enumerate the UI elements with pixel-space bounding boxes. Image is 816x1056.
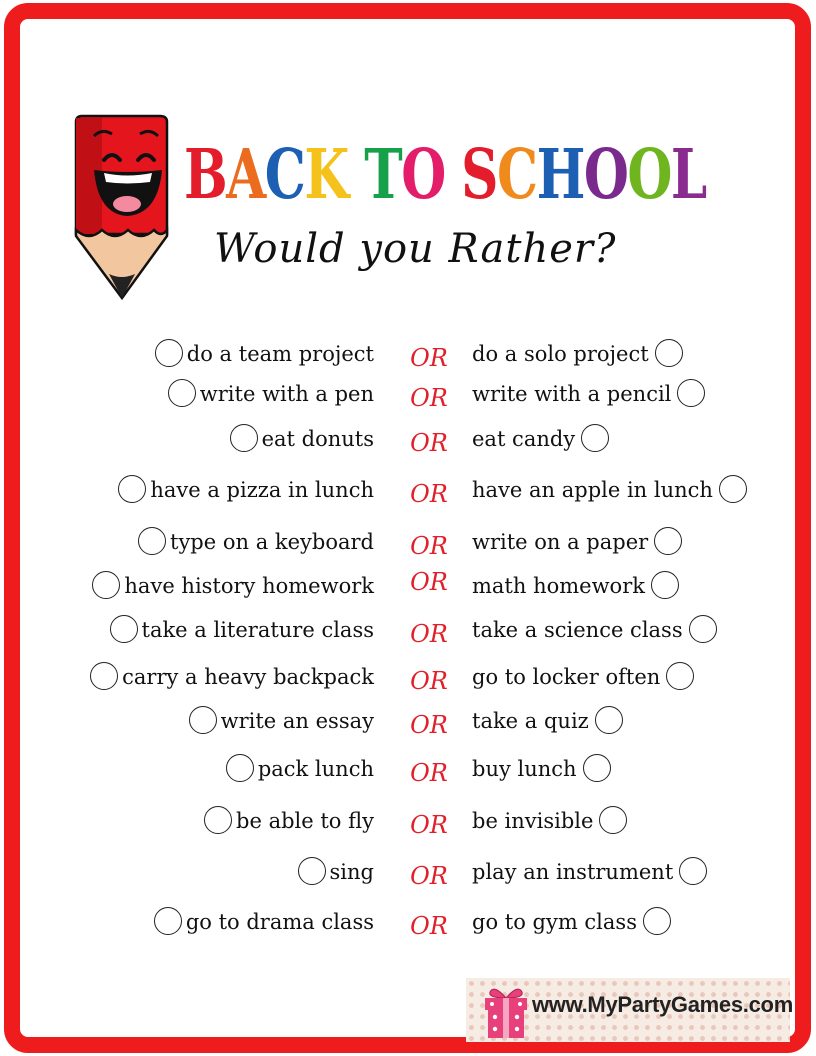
title-letter: B [184,135,227,215]
question-row [0,376,816,412]
question-row [0,659,816,695]
left-choice-checkbox[interactable] [155,339,183,367]
right-choice-checkbox[interactable] [679,857,707,885]
left-choice-checkbox[interactable] [204,806,232,834]
left-choice-checkbox[interactable] [230,424,258,452]
question-row [0,904,816,940]
or-label: OR [410,912,448,940]
question-row [0,336,816,372]
left-choice-checkbox[interactable] [168,379,196,407]
left-option-label: carry a heavy backpack [122,665,374,689]
title-letter: S [461,135,497,215]
or-label: OR [410,480,448,508]
right-choice-checkbox[interactable] [655,339,683,367]
question-row [0,612,816,648]
right-choice-checkbox[interactable] [689,615,717,643]
title-letter: H [536,135,584,215]
footer-banner [466,978,793,1042]
or-label: OR [410,429,448,457]
title-letter: A [226,135,265,215]
left-choice-checkbox[interactable] [298,857,326,885]
question-row [0,703,816,739]
title-letter: L [670,135,706,215]
right-choice-checkbox[interactable] [581,424,609,452]
right-option-label: buy lunch [472,757,577,781]
right-option-label: go to gym class [472,910,637,934]
question-row [0,803,816,839]
right-option-label: eat candy [472,427,576,451]
or-label: OR [410,667,448,695]
right-choice-checkbox[interactable] [677,379,705,407]
page-title [184,135,706,215]
left-option-label: eat donuts [261,427,374,451]
or-label: OR [410,620,448,648]
smiling-pencil-icon [72,112,172,302]
right-choice-checkbox[interactable] [583,754,611,782]
or-label: OR [410,862,448,890]
left-choice-checkbox[interactable] [138,527,166,555]
or-label: OR [410,759,448,787]
title-letter: T [364,135,402,215]
left-choice-checkbox[interactable] [110,615,138,643]
or-label: OR [410,568,448,596]
or-label: OR [410,711,448,739]
left-option-label: do a team project [186,342,374,366]
question-row [0,854,816,890]
or-label: OR [410,384,448,412]
right-choice-checkbox[interactable] [595,706,623,734]
title-letter: O [401,135,445,215]
right-option-label: take a quiz [472,709,589,733]
right-choice-checkbox[interactable] [666,662,694,690]
title-letter: O [583,135,628,215]
left-option-label: pack lunch [257,757,374,781]
left-option-label: sing [329,860,374,884]
title-letter: K [304,135,348,215]
right-option-label: go to locker often [472,665,661,689]
right-choice-checkbox[interactable] [599,806,627,834]
gift-box-icon [480,984,532,1040]
right-option-label: play an instrument [472,860,674,884]
right-option-label: have an apple in lunch [472,478,713,502]
question-row [0,751,816,787]
question-row [0,472,816,508]
title-letter: C [264,135,305,215]
right-option-label: write on a paper [472,530,649,554]
title-letter [348,135,364,215]
or-label: OR [410,811,448,839]
right-option-label: math homework [472,574,645,598]
title-letter: O [627,135,671,215]
question-row [0,421,816,457]
left-option-label: write with a pen [199,382,374,406]
question-row [0,568,816,604]
left-choice-checkbox[interactable] [226,754,254,782]
right-choice-checkbox[interactable] [654,527,682,555]
title-letter [445,135,461,215]
left-choice-checkbox[interactable] [92,571,120,599]
right-choice-checkbox[interactable] [719,475,747,503]
right-option-label: do a solo project [472,342,649,366]
website-url[interactable]: www.MyPartyGames.com [532,992,793,1017]
left-option-label: be able to fly [236,809,374,833]
left-choice-checkbox[interactable] [189,706,217,734]
right-choice-checkbox[interactable] [643,907,671,935]
right-option-label: be invisible [472,809,594,833]
left-option-label: have history homework [124,574,374,598]
left-choice-checkbox[interactable] [90,662,118,690]
left-choice-checkbox[interactable] [154,907,182,935]
left-option-label: take a literature class [141,618,374,642]
right-option-label: take a science class [472,618,683,642]
right-choice-checkbox[interactable] [651,571,679,599]
title-letter: C [496,135,537,215]
left-option-label: type on a keyboard [170,530,374,554]
left-choice-checkbox[interactable] [118,475,146,503]
question-row [0,524,816,560]
left-option-label: write an essay [220,709,374,733]
or-label: OR [410,532,448,560]
left-option-label: go to drama class [185,910,374,934]
left-option-label: have a pizza in lunch [150,478,374,502]
or-label: OR [410,344,448,372]
right-option-label: write with a pencil [472,382,672,406]
page-subtitle: Would you Rather? [214,226,617,272]
